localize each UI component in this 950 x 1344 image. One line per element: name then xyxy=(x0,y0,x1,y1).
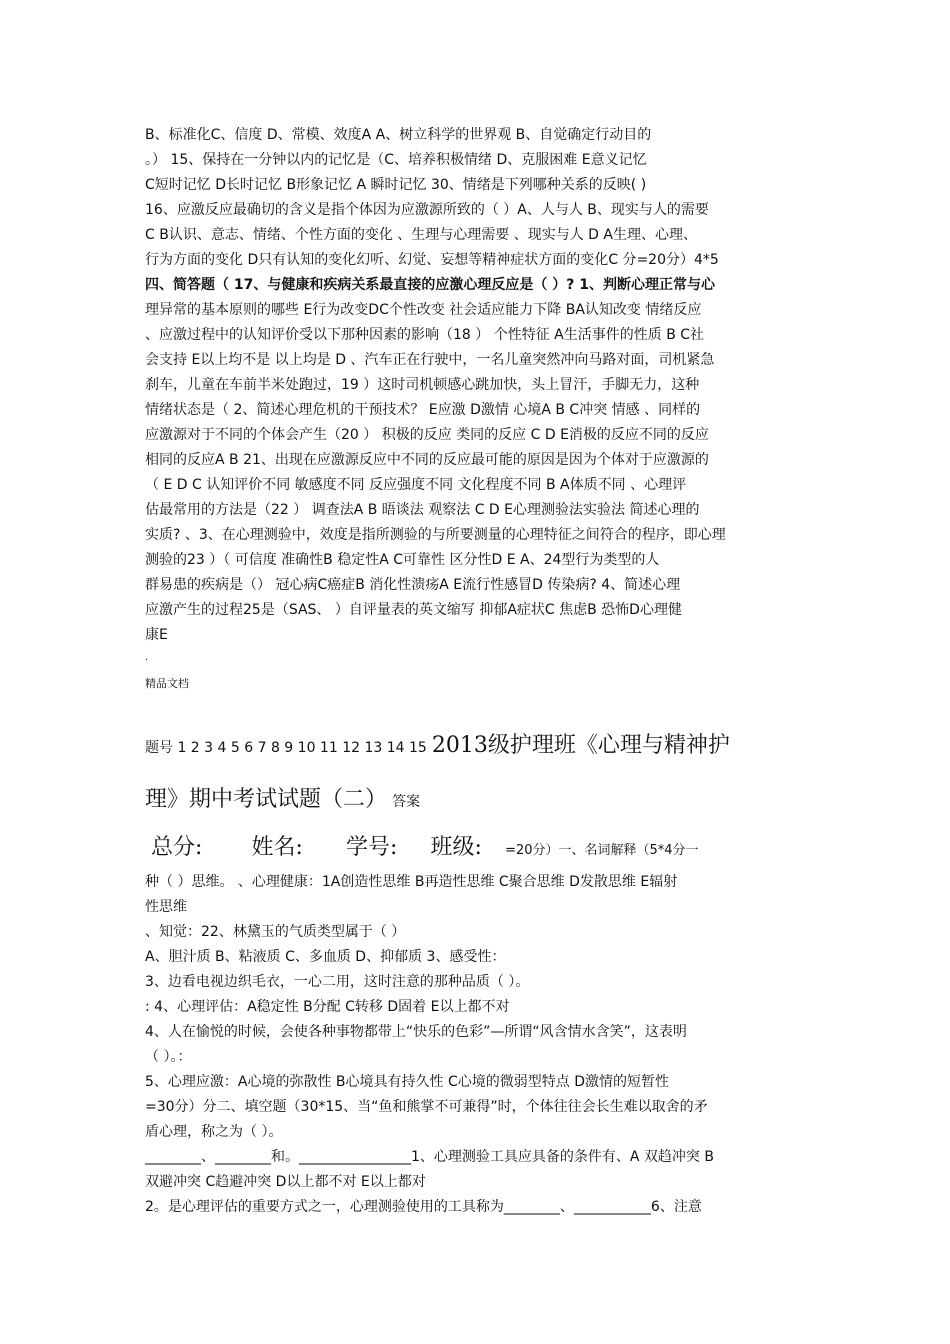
text-line: 、应激过程中的认知评价受以下那种因素的影响（18 ） 个性特征 A生活事件的性质 B C社 xyxy=(145,327,705,343)
exam-title-part1: 2013级护理班《心理与精神护 xyxy=(431,733,730,758)
text-line: 理异常的基本原则的哪些 E行为改变DC个性改变 社会适应能力下降 BA认知改变 情绪反应 xyxy=(145,302,702,318)
text-line: 会支持 E以上均不是 以上均是 D 、汽车正在行驶中，一名儿童突然冲向马路对面，司机紧急 xyxy=(145,352,715,368)
text-line: 四、简答题（ 17、与健康和疾病关系最直接的应激心理反应是（ ）? 1、判断心理正常与心 xyxy=(145,277,715,293)
section-one-heading: =20分）一、名词解释（5*4分一 xyxy=(505,843,699,858)
text-line: （ E D C 认知评价不同 敏感度不同 反应强度不同 文化程度不同 B A体质不同 、心理评 xyxy=(145,477,687,493)
exam-title-row xyxy=(145,728,825,759)
total-score-label: 总分: xyxy=(151,835,203,860)
student-number-label: 学号: xyxy=(346,835,398,860)
answer-label: 答案 xyxy=(392,794,421,810)
text-line: : 4、心理评估：A稳定性 B分配 C转移 D固着 E以上都不对 xyxy=(145,999,510,1015)
text-line: 、知觉：22、林黛玉的气质类型属于（ ） xyxy=(145,924,406,940)
text-line: 4、人在愉悦的时候，会使各种事物都带上“快乐的色彩”—所谓“风含情水含笑”，这表明 xyxy=(145,1024,687,1040)
text-line: 种（ ）思维。 、心理健康：1A创造性思维 B再造性思维 C聚合思维 D发散思维 E辐射 xyxy=(145,874,678,890)
footer-label: 精品文档 xyxy=(145,677,189,690)
text-line: ________、________和。________________1、心理测验工具应具备的条件有、A 双趋冲突 B xyxy=(145,1149,714,1165)
text-line: 2。是心理评估的重要方式之一，心理测验使用的工具称为________、___________6、注意 xyxy=(145,1199,702,1215)
exam-title-row-2 xyxy=(145,782,420,813)
text-line: 16、应激反应最确切的含义是指个体因为应激源所致的（ ）A、人与人 B、现实与人的需要 xyxy=(145,202,709,218)
text-line: B、标准化C、信度 D、常模、效度A A、树立科学的世界观 B、自觉确定行动目的 xyxy=(145,127,652,143)
text-line: C B认识、意志、情绪、个性方面的变化 、生理与心理需要 、现实与人 D A生理、心理、 xyxy=(145,227,697,243)
text-line: 情绪状态是（ 2、简述心理危机的干预技术？ E应激 D激情 心境A B C冲突 情感 、同样的 xyxy=(145,402,701,418)
text-line: 5、心理应激：A心境的弥散性 B心境具有持久性 C心境的微弱型特点 D激情的短暂性 xyxy=(145,1074,669,1090)
text-line: 性思维 xyxy=(145,899,187,915)
text-line: 估最常用的方法是（22 ） 调查法A B 晤谈法 观察法 C D E心理测验法实验法 简述心理的 xyxy=(145,502,700,518)
score-row xyxy=(145,830,825,861)
text-line: A、胆汁质 B、粘液质 C、多血质 D、抑郁质 3、感受性： xyxy=(145,949,506,965)
text-line: 测验的23 ）（ 可信度 准确性B 稳定性A C可靠性 区分性D E A、24型行为类型的人 xyxy=(145,552,660,568)
page-dot: . xyxy=(145,652,149,663)
text-line: （ ）。： xyxy=(145,1049,192,1065)
class-label: 班级: xyxy=(430,835,482,860)
lower-text-block xyxy=(145,870,810,1220)
name-label: 姓名: xyxy=(251,835,303,860)
text-line: =30分）分二、填空题（30*15、当“鱼和熊掌不可兼得”时，个体往往会长生难以取舍的矛 xyxy=(145,1099,708,1115)
text-line: 群易患的疾病是（） 冠心病C癌症B 消化性溃疡A E流行性感冒D 传染病? 4、简述心理 xyxy=(145,577,681,593)
text-line: 应激源对于不同的个体会产生（20 ） 积极的反应 类同的反应 C D E消极的反应不同的反应 xyxy=(145,427,709,443)
text-line: 。） 15、保持在一分钟以内的记忆是（C、培养积极情绪 D、克服困难 E意义记忆 xyxy=(145,152,647,168)
question-number-row: 题号 1 2 3 4 5 6 7 8 9 10 11 12 13 14 15 xyxy=(145,740,427,756)
text-line: 行为方面的变化 D只有认知的变化幻听、幻觉、妄想等精神症状方面的变化C 分=20分）4*5 xyxy=(145,252,719,268)
text-line: 3、边看电视边织毛衣，一心二用，这时注意的那种品质（ ）。 xyxy=(145,974,530,990)
text-line: 相同的反应A B 21、出现在应激源反应中不同的反应最可能的原因是因为个体对于应激源的 xyxy=(145,452,709,468)
text-line: C短时记忆 D长时记忆 B形象记忆 A 瞬时记忆 30、情绪是下列哪种关系的反映( ) xyxy=(145,177,647,193)
text-line: 双避冲突 C趋避冲突 D以上都不对 E以上都对 xyxy=(145,1174,426,1190)
upper-text-block xyxy=(145,123,810,648)
text-line: 康E xyxy=(145,627,168,643)
exam-title-part2: 理》期中考试试题（二） xyxy=(145,787,388,812)
text-line: 实质? 、3、在心理测验中，效度是指所测验的与所要测量的心理特征之间符合的程序，即心理 xyxy=(145,527,726,543)
text-line: 刹车，儿童在车前半米处跑过，19 ）这时司机顿感心跳加快，头上冒汗，手脚无力，这种 xyxy=(145,377,700,393)
text-line: 应激产生的过程25是（SAS、 ）自评量表的英文缩写 抑郁A症状C 焦虑B 恐怖D心理健 xyxy=(145,602,682,618)
text-line: 盾心理，称之为（ ）。 xyxy=(145,1124,283,1140)
